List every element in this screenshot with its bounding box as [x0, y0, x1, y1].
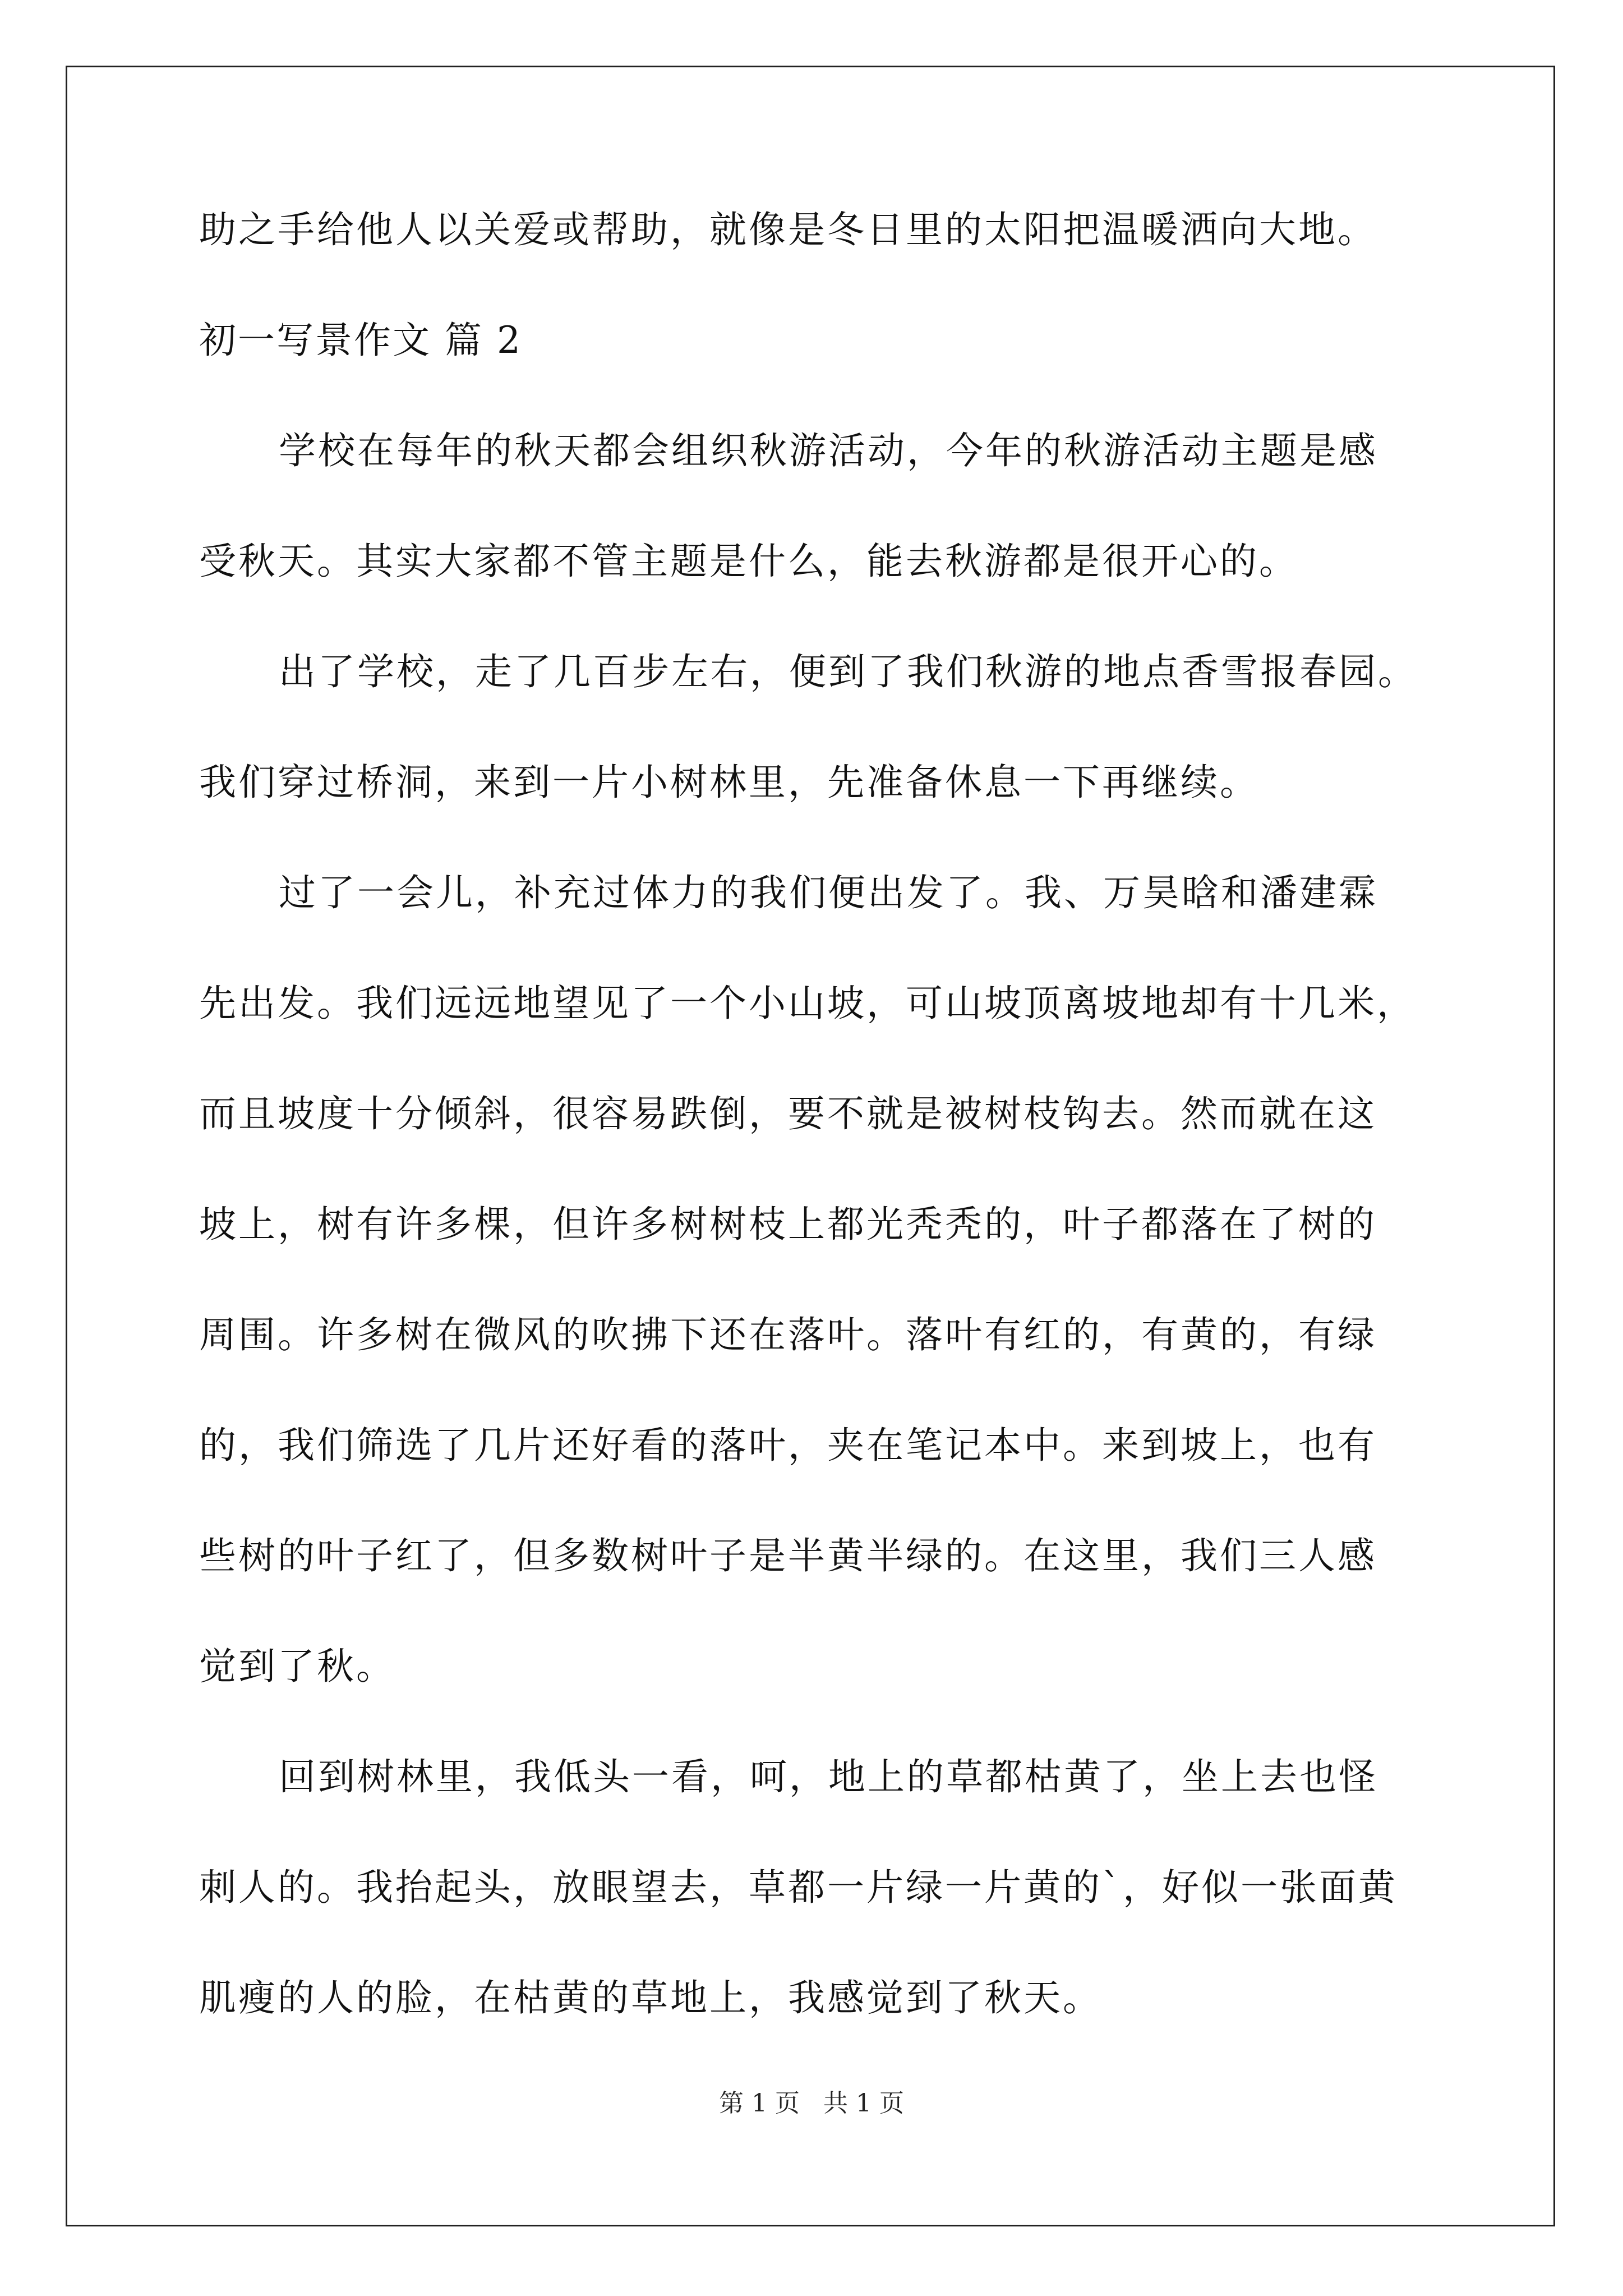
text-line: 刺人的。我抬起头，放眼望去，草都一片绿一片黄的`，好似一张面黄: [199, 1866, 1398, 1909]
text-line: 觉到了秋。: [199, 1645, 395, 1688]
text-line: 的，我们筛选了几片还好看的落叶，夹在笔记本中。来到坡上，也有: [199, 1424, 1377, 1467]
text-line: 周围。许多树在微风的吹拂下还在落叶。落叶有红的，有黄的，有绿: [199, 1313, 1377, 1356]
text-line: 助之手给他人以关爱或帮助，就像是冬日里的太阳把温暖洒向大地。: [199, 208, 1377, 251]
section-heading: 初一写景作文 篇 2: [199, 319, 522, 362]
text-line: 坡上，树有许多棵，但许多树树枝上都光秃秃的，叶子都落在了树的: [199, 1203, 1377, 1246]
text-line: 先出发。我们远远地望见了一个小山坡，可山坡顶离坡地却有十几米，: [199, 982, 1416, 1025]
page-number-footer: 第 1 页 共 1 页: [719, 2089, 904, 2118]
text-line: 肌瘦的人的脸，在枯黄的草地上，我感觉到了秋天。: [199, 1976, 1102, 2019]
paragraph-line: 学校在每年的秋天都会组织秋游活动，今年的秋游活动主题是感: [279, 429, 1378, 472]
text-line: 受秋天。其实大家都不管主题是什么，能去秋游都是很开心的。: [199, 540, 1298, 583]
paragraph-line: 出了学校，走了几百步左右，便到了我们秋游的地点香雪报春园。: [279, 650, 1417, 693]
text-line: 我们穿过桥洞，来到一片小树林里，先准备休息一下再继续。: [199, 761, 1259, 804]
paragraph-line: 回到树林里，我低头一看，呵，地上的草都枯黄了，坐上去也怪: [279, 1755, 1378, 1798]
paragraph-line: 过了一会儿，补充过体力的我们便出发了。我、万昊晗和潘建霖: [279, 871, 1378, 914]
text-line: 而且坡度十分倾斜，很容易跌倒，要不就是被树枝钩去。然而就在这: [199, 1092, 1377, 1135]
text-line: 些树的叶子红了，但多数树叶子是半黄半绿的。在这里，我们三人感: [199, 1534, 1377, 1577]
document-body: [199, 202, 1427, 2081]
